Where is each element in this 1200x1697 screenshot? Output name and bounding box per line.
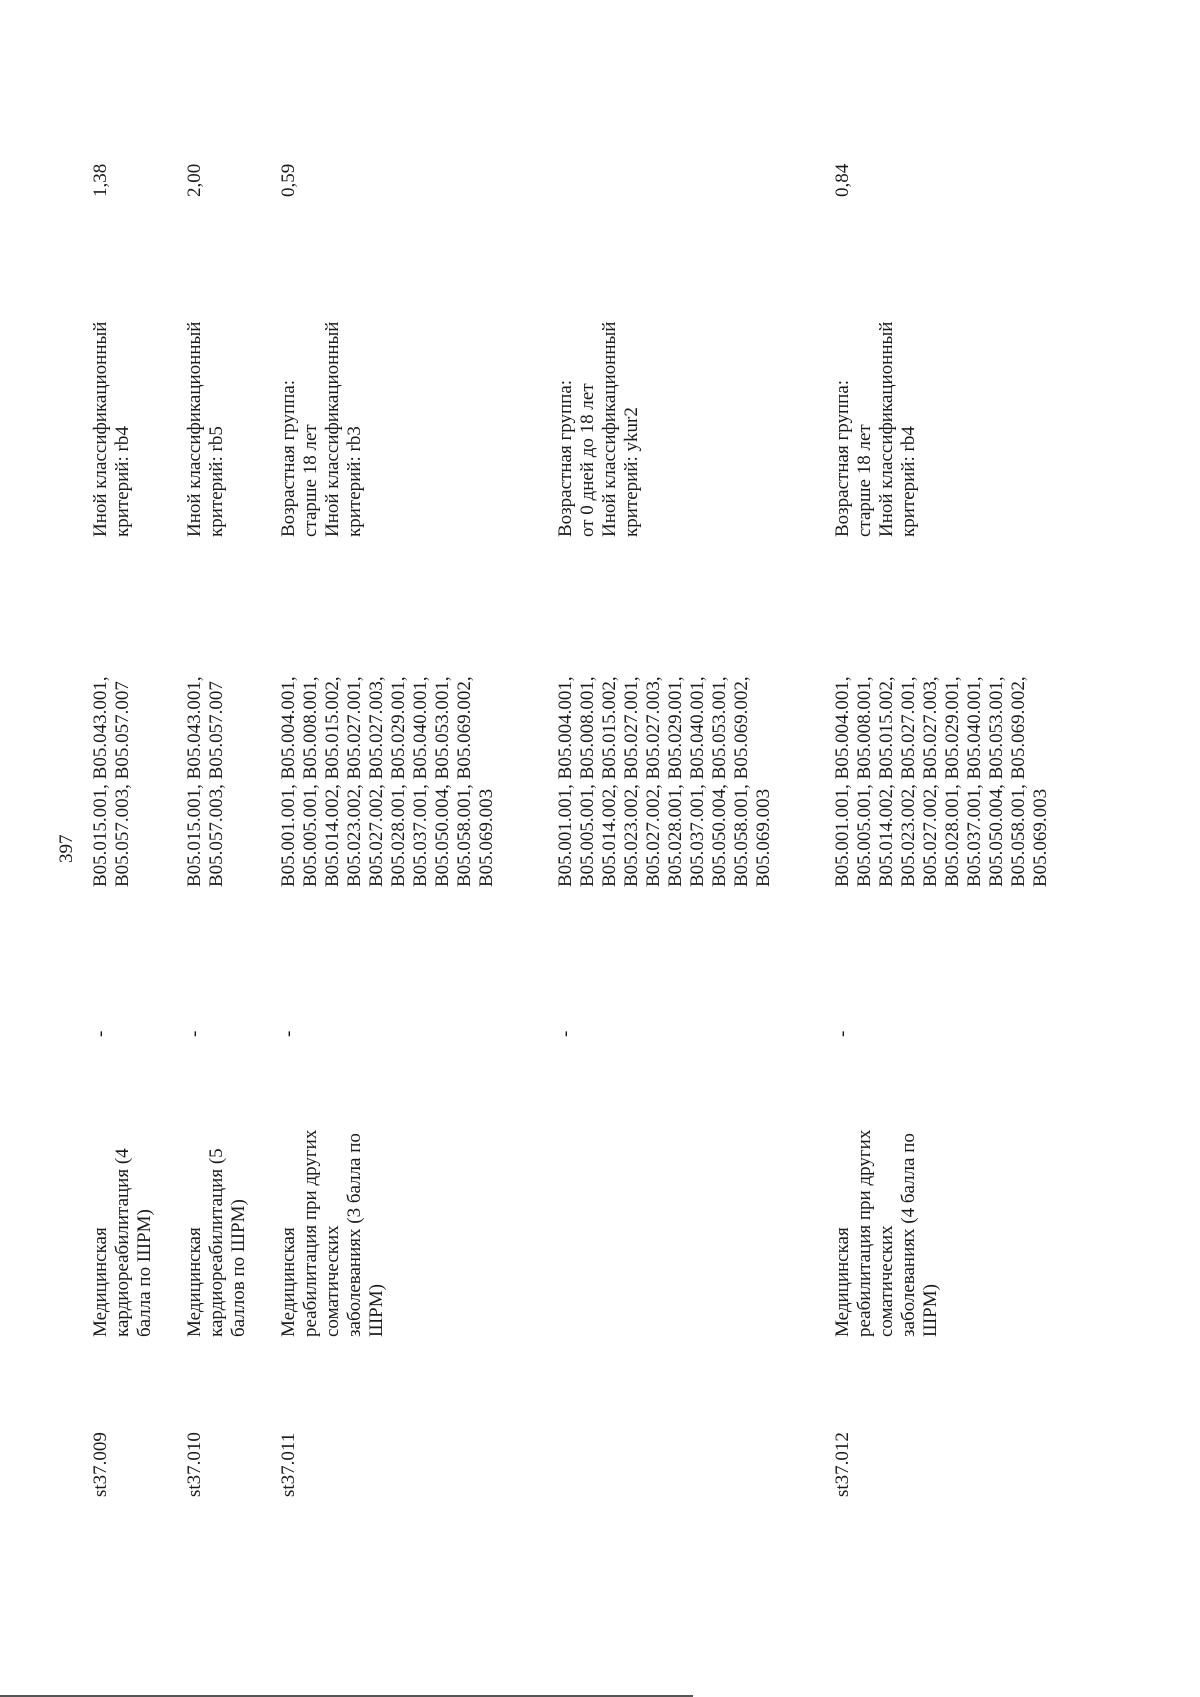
row-criteria: Иной классификационный критерий: rb5 [184,321,227,537]
row-dash: - [90,1030,111,1037]
row-code: st37.011 [278,1432,299,1497]
row-name: Медицинская кардиореабилитация (4 балла по ШРМ) [90,1148,155,1337]
row-criteria: Возрастная группа: старше 18 лет Иной классификационный критерий: rb3 [278,321,365,537]
row-services: B05.001.001, B05.004.001, B05.005.001, B05.008.001, B05.014.002, B05.015.002, B05.023.002, B05.027.001, B05.027.002, B05.027.003, B05.028.001, B05.029.001, B05.037.001, B05.040.001, B05.050.004, B05.053.001, B05.058.001, B05.069.002, B05.069.003 [555,676,774,887]
row-name: Медицинская кардиореабилитация (5 баллов по ШРМ) [184,1148,249,1337]
row-criteria: Возрастная группа: старше 18 лет Иной классификационный критерий: rb4 [832,321,919,537]
row-coefficient: 2,00 [184,163,205,197]
row-name: Медицинская реабилитация при других соматических заболеваниях (3 балла по ШРМ) [278,1129,387,1337]
row-name: Медицинская реабилитация при других соматических заболеваниях (4 балла по ШРМ) [832,1129,941,1337]
row-services: B05.015.001, B05.043.001, B05.057.003, B05.057.007 [90,676,133,887]
row-services: B05.001.001, B05.004.001, B05.005.001, B05.008.001, B05.014.002, B05.015.002, B05.023.002, B05.027.001, B05.027.002, B05.027.003, B05.028.001, B05.029.001, B05.037.001, B05.040.001, B05.050.004, B05.053.001, B05.058.001, B05.069.002, B05.069.003 [278,676,497,887]
row-coefficient: 0,84 [832,163,853,197]
row-code: st37.012 [832,1432,853,1497]
row-services: B05.015.001, B05.043.001, B05.057.003, B05.057.007 [184,676,227,887]
row-services: B05.001.001, B05.004.001, B05.005.001, B05.008.001, B05.014.002, B05.015.002, B05.023.002, B05.027.001, B05.027.002, B05.027.003, B05.028.001, B05.029.001, B05.037.001, B05.040.001, B05.050.004, B05.053.001, B05.058.001, B05.069.002, B05.069.003 [832,676,1051,887]
row-dash: - [555,1030,576,1037]
row-dash: - [278,1030,299,1037]
row-criteria: Возрастная группа: от 0 дней до 18 лет Иной классификационный критерий: ykur2 [555,321,642,537]
row-dash: - [832,1030,853,1037]
page-number: 397 [56,834,77,863]
row-code: st37.009 [90,1432,111,1497]
row-coefficient: 0,59 [278,163,299,197]
row-dash: - [184,1030,205,1037]
row-coefficient: 1,38 [90,163,111,197]
row-code: st37.010 [184,1432,205,1497]
row-criteria: Иной классификационный критерий: rb4 [90,321,133,537]
